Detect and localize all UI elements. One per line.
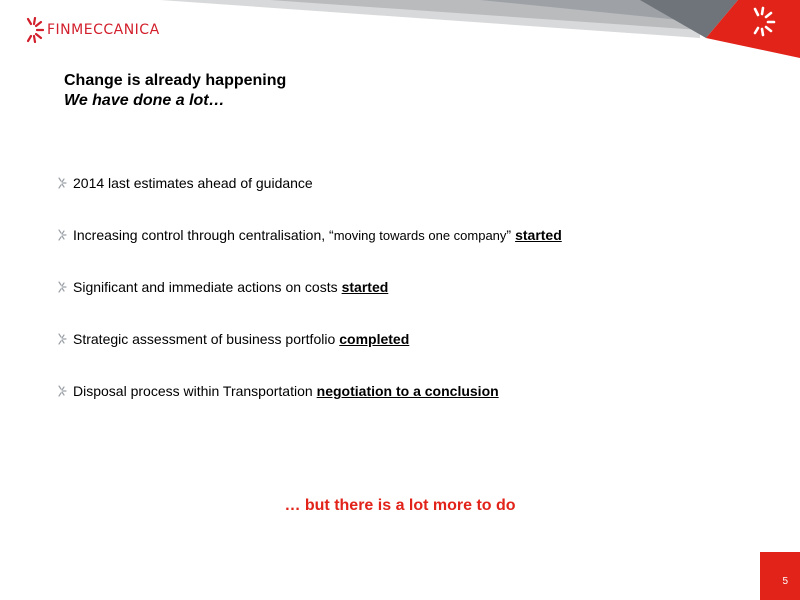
bullet-text: Strategic assessment of business portfolio (73, 331, 336, 347)
slide-title: Change is already happening (64, 72, 287, 89)
bullet-emphasis: started (341, 279, 389, 295)
page-number-box (760, 552, 800, 600)
bullet-item (57, 225, 562, 245)
bullet-list (57, 173, 562, 433)
bullet-burst-icon (57, 333, 67, 345)
finmeccanica-logo-icon (24, 17, 44, 43)
bullet-emphasis: completed (339, 331, 410, 347)
logo-wordmark: FINMECCANICA (47, 22, 160, 38)
bullet-quote-close: ” (506, 227, 512, 243)
bullet-text: Significant and immediate actions on costs (73, 279, 338, 295)
bullet-text: Increasing control through centralisation, “ (73, 227, 334, 243)
bullet-text: Disposal process within Transportation (73, 383, 313, 399)
bullet-quote: moving towards one company (333, 227, 507, 243)
bullet-emphasis: started (515, 227, 562, 243)
bullet-burst-icon (57, 177, 67, 189)
slide-tagline: … but there is a lot more to do (284, 497, 516, 514)
brand-logo (24, 17, 160, 43)
page-number: 5 (782, 576, 788, 587)
bullet-text: 2014 last estimates ahead of guidance (73, 175, 313, 191)
bullet-item (57, 381, 562, 401)
bullet-burst-icon (57, 281, 67, 293)
bullet-burst-icon (57, 385, 67, 397)
bullet-item (57, 277, 562, 297)
bullet-item (57, 173, 562, 193)
bullet-burst-icon (57, 229, 67, 241)
bullet-item (57, 329, 562, 349)
bullet-emphasis: negotiation to a conclusion (316, 383, 499, 399)
slide-subtitle: We have done a lot… (64, 92, 225, 109)
title-block (64, 71, 286, 111)
